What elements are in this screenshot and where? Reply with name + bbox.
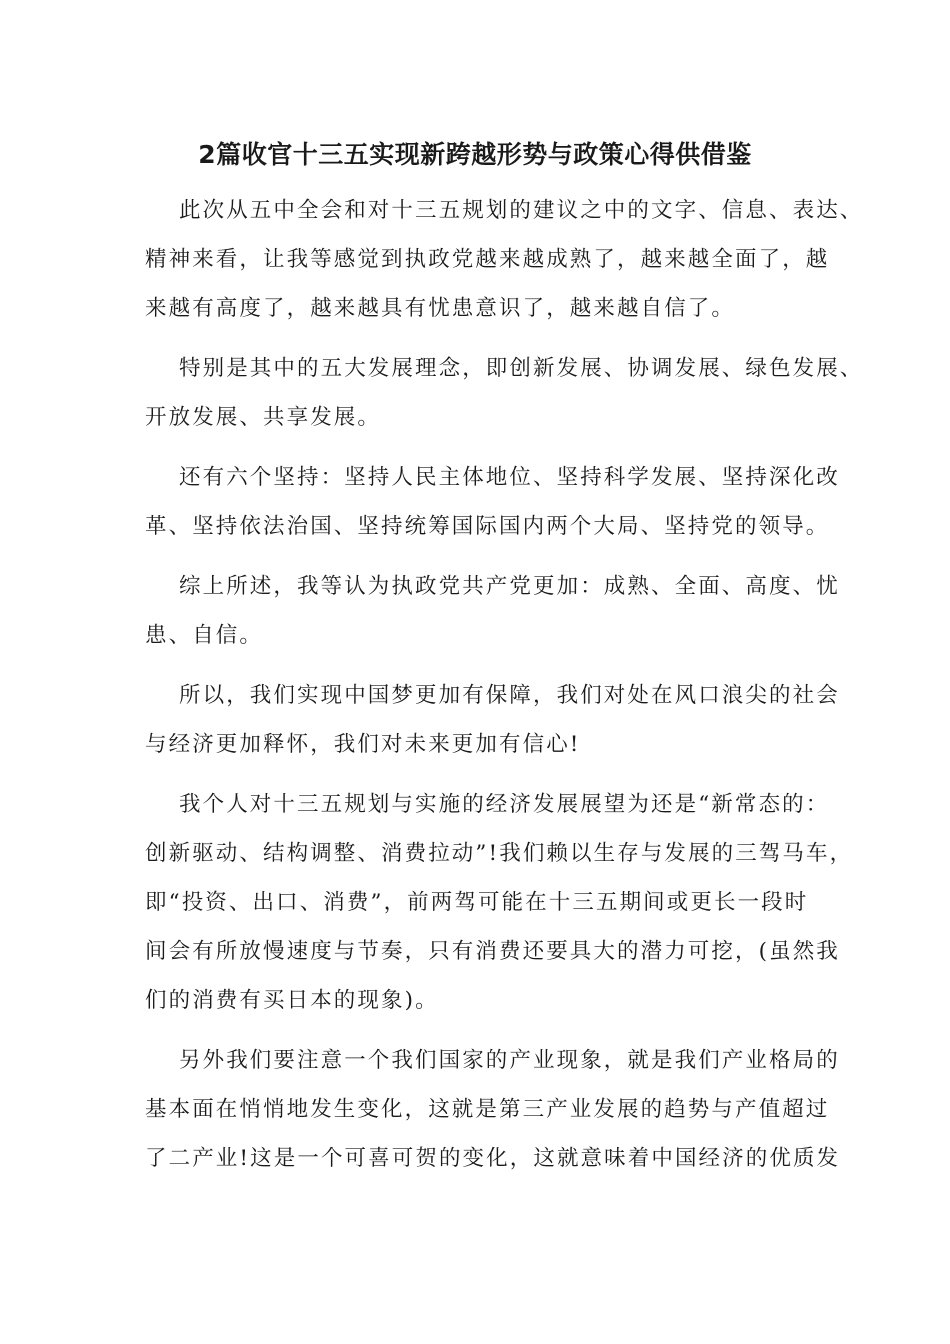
text-line: 所以，我们实现中国梦更加有保障，我们对处在风口浪尖的社会 [179, 683, 840, 708]
text-line: 开放发展、共享发展。 [145, 405, 382, 430]
paragraph-1 [145, 186, 864, 333]
paragraph-4 [145, 562, 840, 660]
paragraph-3 [145, 453, 840, 551]
text-line: 间会有所放慢速度与节奏，只有消费还要具大的潜力可挖，(虽然我 [145, 939, 840, 964]
paragraph-2 [145, 344, 864, 442]
text-line: 革、坚持依法治国、坚持统筹国际国内两个大局、坚持党的领导。 [145, 514, 830, 539]
text-line: 综上所述，我等认为执政党共产党更加：成熟、全面、高度、忧 [179, 574, 840, 599]
text-line: 与经济更加释怀，我们对未来更加有信心! [145, 732, 581, 757]
text-line: 患、自信。 [145, 623, 264, 648]
paragraph-7 [145, 1036, 841, 1183]
paragraph-6 [145, 780, 854, 1025]
text-line: 我个人对十三五规划与实施的经济发展展望为还是“新常态的： [179, 792, 830, 817]
text-line: 来越有高度了，越来越具有忧患意识了，越来越自信了。 [145, 296, 736, 321]
text-line: 创新驱动、结构调整、消费拉动”!我们赖以生存与发展的三驾马车， [145, 841, 854, 866]
text-line: 此次从五中全会和对十三五规划的建议之中的文字、信息、表达、 [179, 198, 864, 223]
document-body [145, 186, 864, 1194]
text-line: 们的消费有买日本的现象)。 [145, 988, 439, 1013]
text-line: 了二产业!这是一个可喜可贺的变化，这就意味着中国经济的优质发 [145, 1146, 841, 1171]
document-title: 2篇收官十三五实现新跨越形势与政策心得供借鉴 [198, 140, 752, 169]
text-line: 另外我们要注意一个我们国家的产业现象，就是我们产业格局的 [179, 1048, 840, 1073]
text-line: 精神来看，让我等感觉到执政党越来越成熟了，越来越全面了，越 [145, 247, 830, 272]
text-line: 还有六个坚持：坚持人民主体地位、坚持科学发展、坚持深化改 [179, 465, 840, 490]
paragraph-5 [145, 671, 840, 769]
text-line: 特别是其中的五大发展理念，即创新发展、协调发展、绿色发展、 [179, 356, 864, 381]
text-line: 基本面在悄悄地发生变化，这就是第三产业发展的趋势与产值超过 [145, 1097, 830, 1122]
text-line: 即“投资、出口、消费”，前两驾可能在十三五期间或更长一段时 [145, 890, 809, 915]
